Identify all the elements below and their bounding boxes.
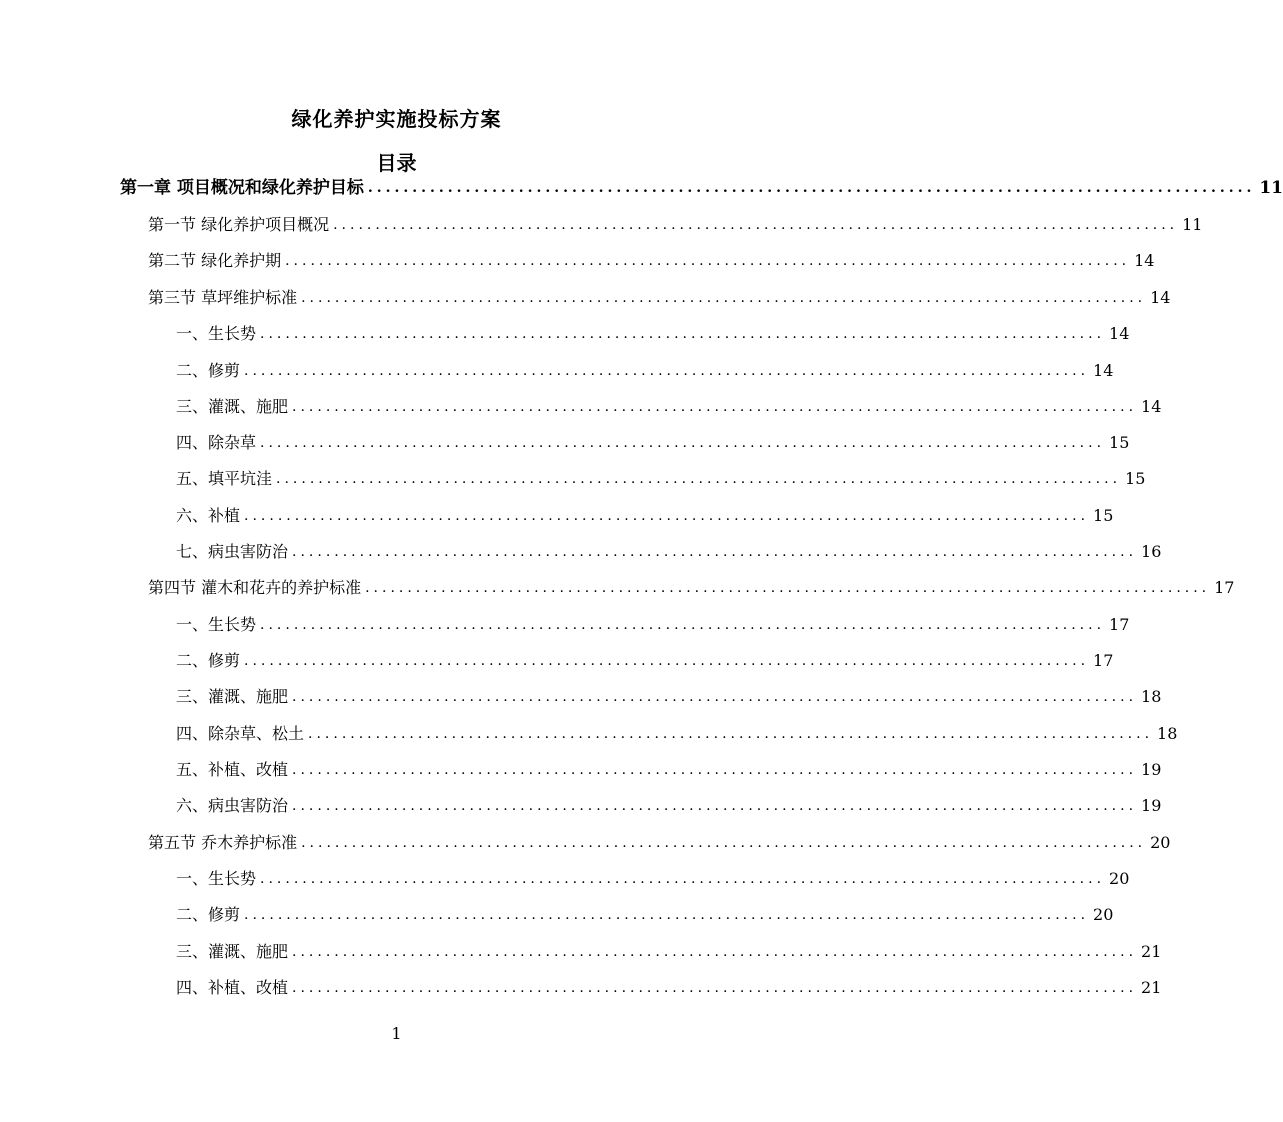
toc-entry-page: 14 — [1150, 288, 1171, 307]
toc-entry-title: 一、生长势 — [176, 869, 257, 888]
toc-entry-page: 14 — [1134, 251, 1155, 270]
toc-entry-title: 三、灌溉、施肥 — [176, 397, 289, 416]
toc-leader-dots: .................................................................................................... — [292, 798, 1138, 814]
toc-leader-dots: .................................................................................................... — [260, 326, 1106, 342]
toc-entry-title: 二、修剪 — [176, 361, 241, 380]
toc-leader-dots: .................................................................................................... — [292, 980, 1138, 996]
toc-entry-page: 20 — [1093, 905, 1114, 924]
toc-leader-dots: .................................................................................................... — [367, 180, 1256, 196]
toc-entry[interactable] — [148, 572, 1235, 598]
toc-leader-dots: .................................................................................................... — [244, 653, 1090, 669]
toc-entry[interactable] — [176, 972, 1162, 998]
toc-entry-page: 15 — [1125, 469, 1146, 488]
toc-leader-dots: .................................................................................................... — [301, 290, 1147, 306]
toc-entry[interactable] — [176, 463, 1146, 489]
toc-entry-page: 21 — [1141, 942, 1162, 961]
toc-entry-page: 17 — [1093, 651, 1114, 670]
toc-entry-title: 三、灌溉、施肥 — [176, 687, 289, 706]
toc-entry-title: 第一章 项目概况和绿化养护目标 — [120, 178, 364, 198]
toc-entry-title: 五、补植、改植 — [176, 760, 289, 779]
toc-leader-dots: .................................................................................................... — [333, 217, 1179, 233]
toc-entry-title: 四、除杂草、松土 — [176, 724, 305, 743]
toc-entry[interactable] — [148, 245, 1155, 271]
document-title: 绿化养护实施投标方案 — [291, 107, 502, 131]
toc-entry-page: 19 — [1141, 760, 1162, 779]
toc-entry-page: 17 — [1109, 615, 1130, 634]
toc-entry[interactable] — [148, 827, 1171, 853]
toc-entry-title: 一、生长势 — [176, 324, 257, 343]
toc-entry-page: 15 — [1109, 433, 1130, 452]
page-number: 1 — [391, 1024, 402, 1043]
toc-entry[interactable] — [176, 318, 1130, 344]
toc-entry-page: 18 — [1157, 724, 1178, 743]
toc-leader-dots: .................................................................................................... — [244, 363, 1090, 379]
toc-entry-title: 第五节 乔木养护标准 — [148, 833, 298, 852]
toc-entry-title: 七、病虫害防治 — [176, 542, 289, 561]
toc-entry-page: 21 — [1141, 978, 1162, 997]
toc-leader-dots: .................................................................................................... — [301, 835, 1147, 851]
toc-entry[interactable] — [176, 645, 1114, 671]
toc-entry-title: 第二节 绿化养护期 — [148, 251, 282, 270]
toc-entry-title: 四、补植、改植 — [176, 978, 289, 997]
toc-leader-dots: .................................................................................................... — [244, 508, 1090, 524]
toc-entry-page: 11 — [1182, 215, 1203, 234]
toc-entry-page: 18 — [1141, 687, 1162, 706]
toc-entry[interactable] — [176, 863, 1130, 889]
toc-leader-dots: .................................................................................................... — [292, 399, 1138, 415]
toc-entry-page: 17 — [1214, 578, 1235, 597]
toc-leader-dots: .................................................................................................... — [365, 580, 1211, 596]
toc-entry[interactable] — [176, 754, 1162, 780]
toc-leader-dots: .................................................................................................... — [276, 471, 1122, 487]
toc-entry-page: 11 — [1259, 178, 1283, 198]
toc-entry[interactable] — [148, 282, 1171, 308]
toc-leader-dots: .................................................................................................... — [292, 689, 1138, 705]
toc-entry-page: 14 — [1141, 397, 1162, 416]
toc-leader-dots: .................................................................................................... — [292, 762, 1138, 778]
toc-entry-title: 二、修剪 — [176, 651, 241, 670]
toc-entry[interactable] — [120, 172, 1283, 198]
toc-entry[interactable] — [176, 790, 1162, 816]
toc-entry-title: 第一节 绿化养护项目概况 — [148, 215, 330, 234]
toc-leader-dots: .................................................................................................... — [292, 944, 1138, 960]
toc-entry-title: 一、生长势 — [176, 615, 257, 634]
toc-entry-page: 14 — [1109, 324, 1130, 343]
toc-entry-page: 14 — [1093, 361, 1114, 380]
toc-entry[interactable] — [176, 718, 1178, 744]
toc-entry[interactable] — [176, 391, 1162, 417]
toc-entry-page: 15 — [1093, 506, 1114, 525]
toc-entry[interactable] — [176, 500, 1114, 526]
toc-leader-dots: .................................................................................................... — [260, 617, 1106, 633]
toc-leader-dots: .................................................................................................... — [308, 726, 1154, 742]
toc-entry[interactable] — [176, 536, 1162, 562]
toc-entry-title: 三、灌溉、施肥 — [176, 942, 289, 961]
toc-entry-title: 四、除杂草 — [176, 433, 257, 452]
toc-heading: 目录 — [376, 151, 417, 175]
toc-entry[interactable] — [176, 609, 1130, 635]
toc-entry-title: 二、修剪 — [176, 905, 241, 924]
toc-entry[interactable] — [176, 899, 1114, 925]
toc-entry-title: 第三节 草坪维护标准 — [148, 288, 298, 307]
toc-entry-title: 第四节 灌木和花卉的养护标准 — [148, 578, 362, 597]
toc-entry[interactable] — [176, 355, 1114, 381]
toc-entry-page: 16 — [1141, 542, 1162, 561]
toc-leader-dots: .................................................................................................... — [244, 907, 1090, 923]
toc-entry-title: 六、补植 — [176, 506, 241, 525]
toc-leader-dots: .................................................................................................... — [260, 435, 1106, 451]
toc-entry[interactable] — [176, 936, 1162, 962]
toc-entry-title: 六、病虫害防治 — [176, 796, 289, 815]
toc-leader-dots: .................................................................................................... — [292, 544, 1138, 560]
toc-leader-dots: .................................................................................................... — [260, 871, 1106, 887]
toc-entry[interactable] — [176, 681, 1162, 707]
toc-entry-page: 20 — [1150, 833, 1171, 852]
toc-entry[interactable] — [148, 209, 1203, 235]
toc-entry-page: 19 — [1141, 796, 1162, 815]
toc-entry-page: 20 — [1109, 869, 1130, 888]
toc-entry-title: 五、填平坑洼 — [176, 469, 273, 488]
toc-entry[interactable] — [176, 427, 1130, 453]
toc-leader-dots: .................................................................................................... — [285, 253, 1131, 269]
